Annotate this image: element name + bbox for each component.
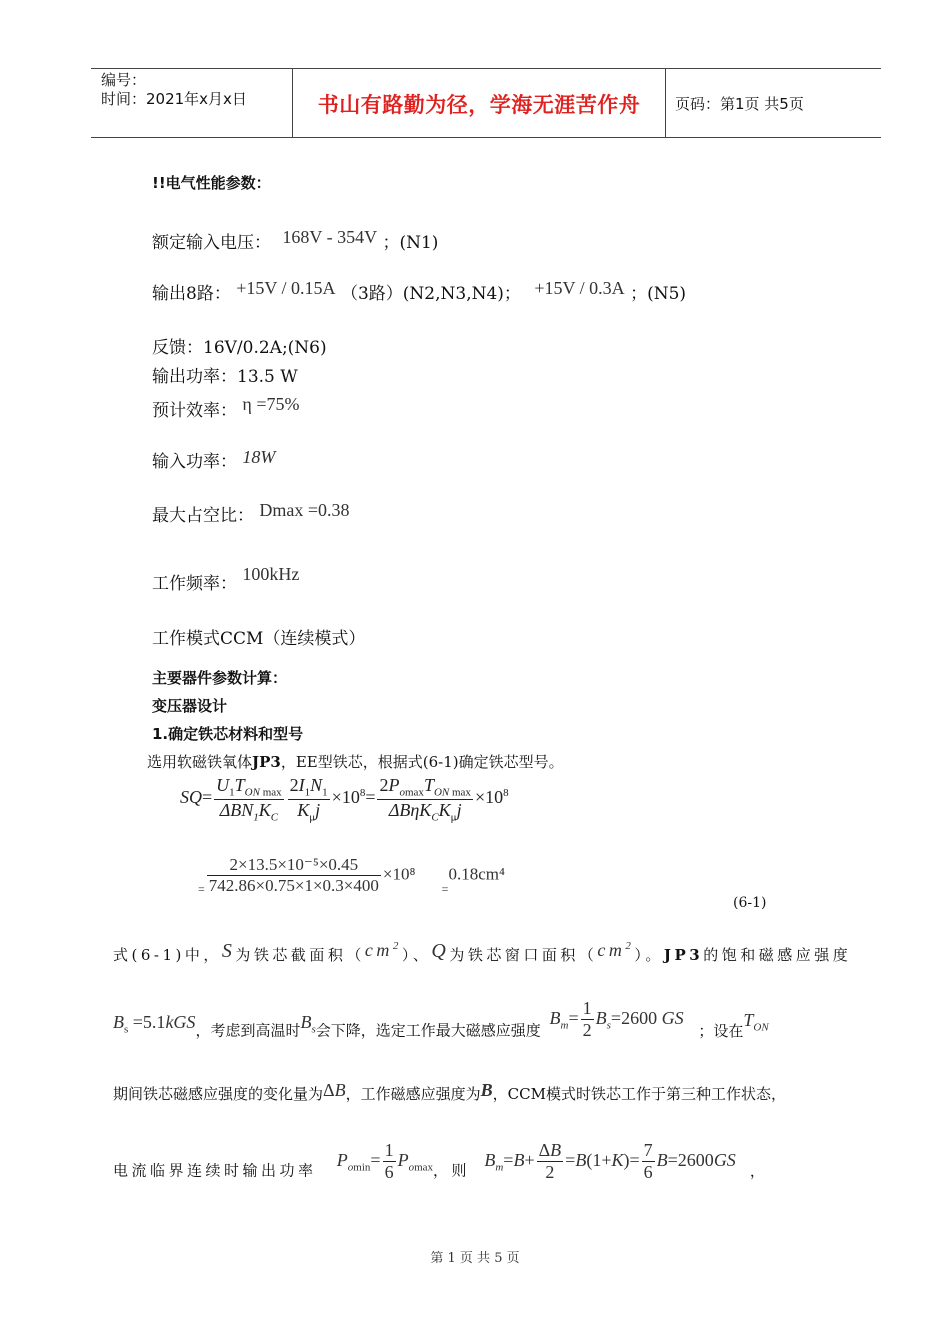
number-label: 编号： [101, 71, 147, 89]
p3-c: ，CCM模式时铁芯工作于第三种工作状态， [492, 1085, 786, 1103]
output-value-1: +15V / 0.15A [236, 278, 336, 298]
efficiency-label: 预计效率： [152, 401, 237, 421]
output-note-2: ；(N5) [630, 284, 687, 304]
duty-value: Dmax =0.38 [259, 500, 350, 520]
equation-result: $_=$ $\frac{\text{2×13.5×10⁻⁵×0.45}}{742.86\times 0.75\times 1\times 0.3\times 400}$ ×10⁸ $_=$0.18cm⁴ [198, 855, 505, 897]
paragraph-2: $B_s =5.1kGS$，考虑到高温时$B_s$会下降，选定工作最大磁感应强度 $B_m=$ $\frac{1}{2}$ $B_s=2600$ GS ；设在$T_{ON}$ [113, 998, 769, 1040]
p1-g: 的饱和磁感应强度 [703, 946, 852, 964]
output-value-2: +15V / 0.3A [534, 278, 625, 298]
page-header [91, 68, 881, 138]
p1-e: ）。 [634, 946, 664, 964]
param-feedback: 反馈：16V/0.2A;(N6) [152, 338, 327, 358]
equation-label: (6-1) [733, 895, 767, 911]
heading-core: 1.确定铁芯材料和型号 [152, 725, 304, 743]
p3-a: 期间铁芯磁感应强度的变化量为 [113, 1085, 324, 1103]
param-duty [152, 501, 350, 526]
heading-calc: 主要器件参数计算： [152, 669, 288, 687]
p2-c: ；设在 [698, 1021, 744, 1040]
header-divider [665, 69, 666, 137]
p1-b: 为铁芯截面积（ [235, 946, 365, 964]
efficiency-value: η =75% [242, 394, 300, 414]
header-motto: 书山有路勤为径，学海无涯苦作舟 [317, 93, 641, 117]
input-voltage-label: 额定输入电压： [152, 233, 271, 253]
intro-pre: 选用软磁铁氧体 [147, 753, 253, 771]
input-voltage-value: 168V - 354V [282, 227, 378, 247]
p3-b: ，工作磁感应强度为 [345, 1085, 481, 1103]
param-output-power: 输出功率：13.5 W [152, 367, 298, 387]
freq-value: 100kHz [242, 564, 300, 584]
freq-label: 工作频率： [152, 574, 237, 594]
paragraph-3: 期间铁芯磁感应强度的变化量为ΔB，工作磁感应强度为B，CCM模式时铁芯工作于第三种工作状态， [113, 1080, 786, 1103]
param-mode: 工作模式CCM（连续模式） [152, 629, 366, 649]
p1-c: ）、 [401, 946, 432, 964]
param-output [152, 279, 686, 304]
p1-a: 式(6-1)中， [113, 946, 222, 964]
heading-transformer: 变压器设计 [152, 697, 228, 715]
param-efficiency [152, 396, 299, 421]
duty-label: 最大占空比： [152, 506, 254, 526]
eq2-numerator: 2×13.5×10⁻⁵×0.45 [207, 855, 381, 876]
param-frequency [152, 564, 300, 594]
p1-f: JP3 [663, 946, 704, 964]
header-page-label: 页码：第1页 共5页 [675, 95, 804, 113]
eq2-denominator: 742.86×0.75×1×0.3×400 [208, 876, 379, 895]
output-label: 输出8路： [152, 284, 231, 304]
paragraph-1: 式(6-1)中，S为铁芯截面积$(cm^2)$、Q为铁芯窗口面积$(cm^2)$。JP3的饱和磁感应强度 [113, 940, 852, 964]
p4-b: ，则 [433, 1161, 471, 1180]
p2-a: ，考虑到高温时 [195, 1021, 301, 1040]
intro-text [147, 751, 564, 772]
section-title: !!电气性能参数： [152, 174, 271, 192]
p2-b: 会下降，选定工作最大磁感应强度 [315, 1021, 541, 1040]
input-power-value: 18W [242, 447, 276, 467]
output-note-1: （3路）(N2,N3,N4)； [340, 284, 521, 304]
date-label: 时间：2021年x月x日 [101, 90, 247, 108]
eq2-multiplier: ×10⁸ [382, 864, 416, 884]
eq2-result: 0.18cm⁴ [448, 864, 505, 884]
param-input-voltage [152, 228, 438, 253]
input-voltage-note: ；(N1) [382, 233, 439, 253]
p4-a: 电流临界连续时输出功率 [113, 1161, 317, 1180]
header-meta [101, 71, 247, 109]
equation-sq: SQ= $\frac{U_1T_{ON max}}{\Delta BN_1K_C}$ $\frac{2I_1N_1}{K_\mu j}$ $\times 10^8=$ $\frac{2P_{omax}T_{ON max}}{\Delta B\eta K_CK_\mu j}$ $\times 10^8$ [180, 775, 509, 824]
paragraph-4: 电流临界连续时输出功率 $P_{omin}=$ $\frac{1}{6}$ $P_{omax}$，则 $B_m=B+$ $\frac{\Delta B}{2}$ =B(1+K)= $\frac{7}{6}$ B=2600GS， [113, 1140, 769, 1182]
intro-bold: JP3 [252, 753, 281, 771]
param-input-power [152, 447, 275, 472]
intro-post: ，EE型铁芯，根据式(6-1)确定铁芯型号。 [280, 753, 564, 771]
input-power-label: 输入功率： [152, 452, 237, 472]
p1-d: 为铁芯窗口面积（ [449, 946, 598, 964]
p4-c: ， [749, 1161, 769, 1180]
page-footer: 第 1 页 共 5 页 [430, 1251, 520, 1266]
